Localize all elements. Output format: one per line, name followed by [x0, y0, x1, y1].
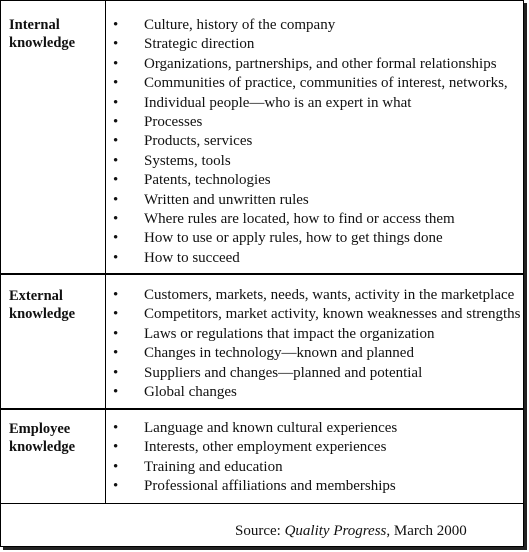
list-item: • Products, services — [113, 132, 508, 151]
category-line: Internal — [9, 17, 60, 33]
category-line: knowledge — [9, 439, 76, 455]
employee-knowledge-list — [113, 419, 397, 497]
list-item: • Interests, other employment experiences — [113, 438, 397, 457]
list-item: • Where rules are located, how to find or access them — [113, 210, 508, 229]
list-item: • Professional affiliations and memberships — [113, 477, 397, 496]
list-item: • Processes — [113, 113, 508, 132]
source-suffix: , March 2000 — [386, 523, 467, 539]
employee-knowledge-heading — [9, 420, 101, 456]
frame-shadow — [524, 3, 527, 550]
list-item: • Patents, technologies — [113, 171, 508, 190]
category-line: knowledge — [9, 35, 76, 51]
category-line: External — [9, 288, 63, 304]
list-item: • How to use or apply rules, how to get things done — [113, 229, 508, 248]
list-item: • Changes in technology—known and planned — [113, 344, 520, 363]
frame-shadow — [3, 547, 527, 550]
list-item: • Competitors, market activity, known weaknesses and strengths — [113, 305, 520, 324]
list-item: • Communities of practice, communities of interest, networks, — [113, 74, 508, 93]
list-item: • Customers, markets, needs, wants, activity in the marketplace — [113, 286, 520, 305]
list-item: • Systems, tools — [113, 152, 508, 171]
list-item: • Culture, history of the company — [113, 16, 508, 35]
external-knowledge-list — [113, 286, 520, 402]
internal-knowledge-heading — [9, 16, 101, 52]
internal-knowledge-section — [1, 1, 524, 274]
category-line: Employee — [9, 421, 71, 437]
external-knowledge-heading — [9, 287, 101, 323]
list-item: • Laws or regulations that impact the organization — [113, 325, 520, 344]
category-line: knowledge — [9, 306, 76, 322]
employee-knowledge-section — [1, 410, 524, 504]
section-divider — [1, 503, 524, 504]
list-item: • Written and unwritten rules — [113, 191, 508, 210]
list-item: • Strategic direction — [113, 35, 508, 54]
source-prefix: Source: — [235, 523, 285, 539]
source-citation — [235, 523, 467, 540]
list-item: • Language and known cultural experiences — [113, 419, 397, 438]
list-item: • Organizations, partnerships, and other formal relationships — [113, 55, 508, 74]
list-item: • Suppliers and changes—planned and potential — [113, 364, 520, 383]
list-item: • Training and education — [113, 458, 397, 477]
list-item: • How to succeed — [113, 249, 508, 268]
external-knowledge-section — [1, 275, 524, 409]
list-item: • Global changes — [113, 383, 520, 402]
internal-knowledge-list — [113, 16, 508, 268]
source-publication: Quality Progress — [284, 523, 387, 539]
list-item: • Individual people—who is an expert in what — [113, 94, 508, 113]
